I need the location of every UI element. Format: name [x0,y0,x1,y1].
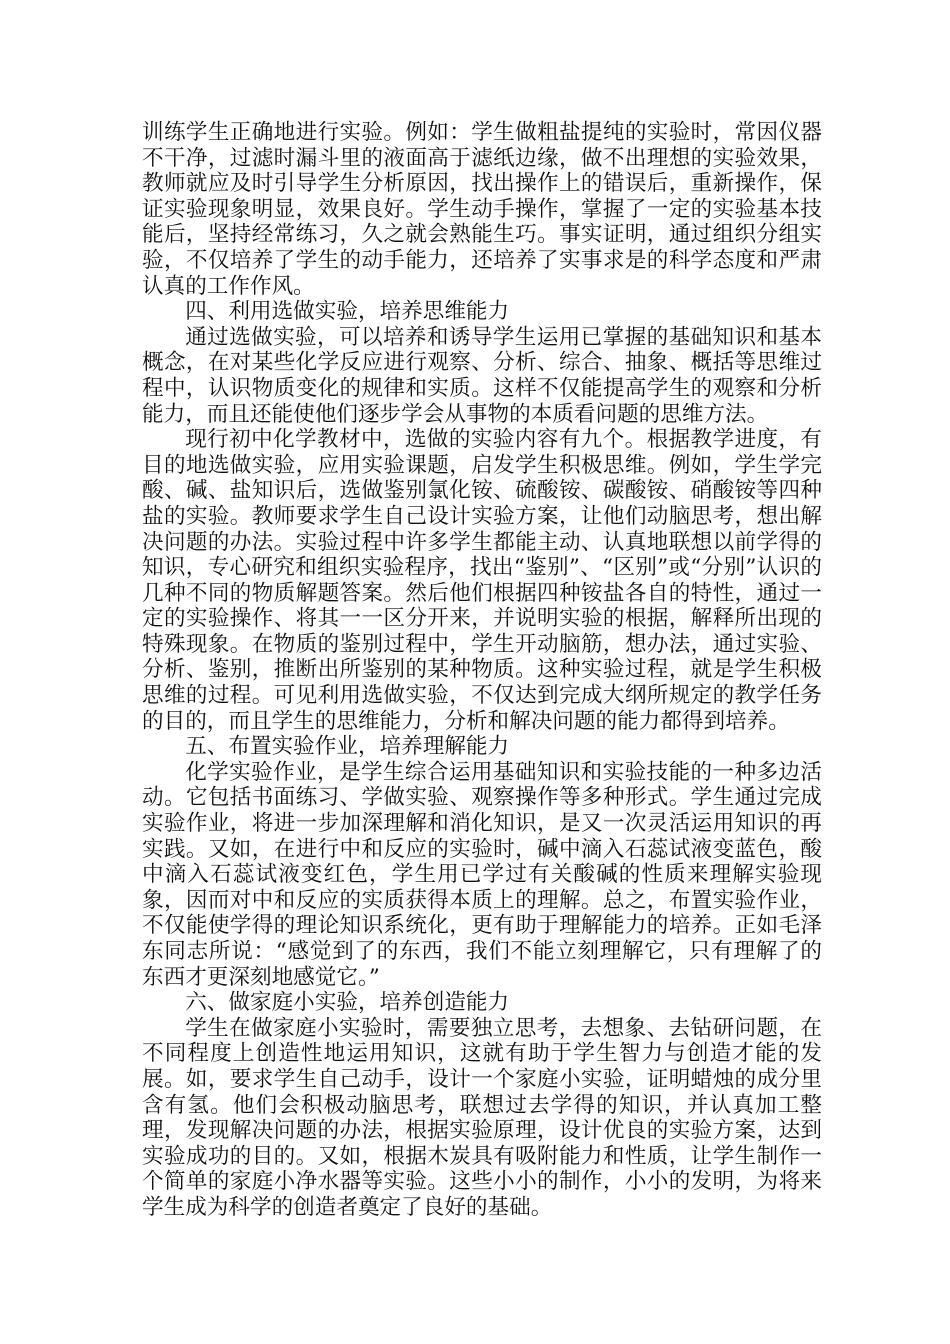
section-heading: 六、做家庭小实验，培养创造能力 [185,990,510,1016]
section-heading: 五、布置实验作业，培养理解能力 [185,734,510,760]
section-heading: 四、利用选做实验，培养思维能力 [185,299,510,325]
paragraph: 现行初中化学教材中，选做的实验内容有九个。根据教学进度，有目的地选做实验，应用实验课题，启发学生积极思维。例如，学生学完酸、碱、盐知识后，选做鉴别氯化铵、硫酸铵、碳酸铵、硝酸铵等四种盐的实验。教师要求学生自己设计实验方案，让他们动脑思考，想出解决问题的办法。实验过程中许多学生都能主动、认真地联想以前学得的知识，专心研究和组织实验程序，找出“鉴别”、“区别”或“分别”认识的几种不同的物质解题答案。然后他们根据四种铵盐各自的特性，通过一定的实验操作、将其一一区分开来，并说明实验的根据，解释所出现的特殊现象。在物质的鉴别过程中，学生开动脑筋，想办法，通过实验、分析、鉴别，推断出所鉴别的某种物质。这种实验过程，就是学生积极思维的过程。可见利用选做实验，不仅达到完成大纲所规定的教学任务的目的，而且学生的思维能力，分析和解决问题的能力都得到培养。 [142,427,822,734]
document-body [142,120,822,1221]
paragraph: 训练学生正确地进行实验。例如：学生做粗盐提纯的实验时，常因仪器不干净，过滤时漏斗里的液面高于滤纸边缘，做不出理想的实验效果，教师就应及时引导学生分析原因，找出操作上的错误后，重新操作，保证实验现象明显，效果良好。学生动手操作，掌握了一定的实验基本技能后，坚持经常练习，久之就会熟能生巧。事实证明，通过组织分组实验，不仅培养了学生的动手能力，还培养了实事求是的科学态度和严肃认真的工作作风。 [142,120,822,299]
paragraph: 学生在做家庭小实验时，需要独立思考，去想象、去钻研问题，在不同程度上创造性地运用知识，这就有助于学生智力与创造才能的发展。如，要求学生自己动手，设计一个家庭小实验，证明蜡烛的成分里含有氢。他们会积极动脑思考，联想过去学得的知识，并认真加工整理，发现解决问题的办法，根据实验原理，设计优良的实验方案，达到实验成功的目的。又如，根据木炭具有吸附能力和性质，让学生制作一个简单的家庭小净水器等实验。这些小小的制作，小小的发明，为将来学生成为科学的创造者奠定了良好的基础。 [142,1015,822,1220]
paragraph: 通过选做实验，可以培养和诱导学生运用已掌握的基础知识和基本概念，在对某些化学反应进行观察、分析、综合、抽象、概括等思维过程中，认识物质变化的规律和实质。这样不仅能提高学生的观察和分析能力，而且还能使他们逐步学会从事物的本质看问题的思维方法。 [142,324,822,427]
paragraph: 化学实验作业，是学生综合运用基础知识和实验技能的一种多边活动。它包括书面练习、学做实验、观察操作等多种形式。学生通过完成实验作业，将进一步加深理解和消化知识，是又一次灵活运用知识的再实践。又如，在进行中和反应的实验时，碱中滴入石蕊试液变蓝色，酸中滴入石蕊试液变红色，学生用已学过有关酸碱的性质来理解实验现象，因而对中和反应的实质获得本质上的理解。总之，布置实验作业，不仅能使学得的理论知识系统化，更有助于理解能力的培养。正如毛泽东同志所说：“感觉到了的东西，我们不能立刻理解它，只有理解了的东西才更深刻地感觉它。” [142,759,822,990]
